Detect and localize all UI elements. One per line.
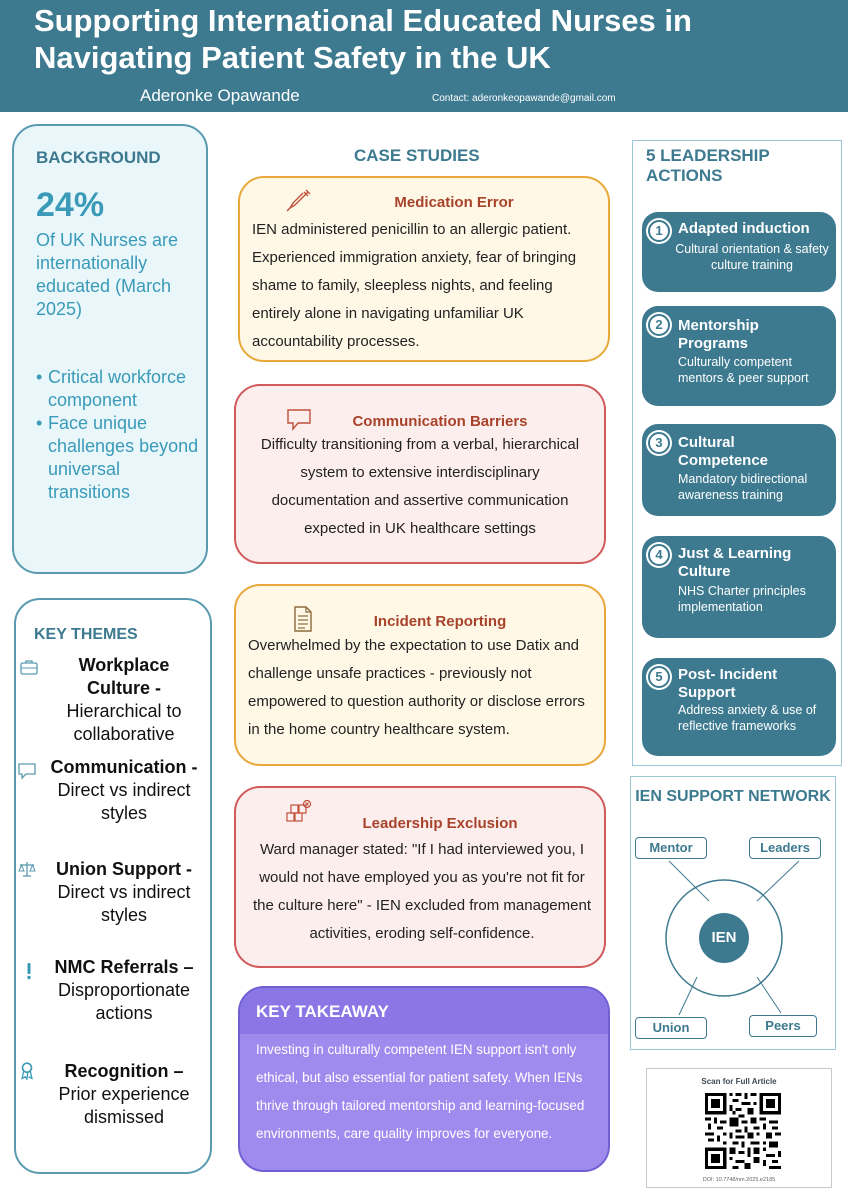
- network-center-node: IEN: [699, 913, 749, 963]
- qr-panel: [646, 1068, 832, 1188]
- theme-desc: Disproportionate actions: [57, 980, 191, 1023]
- action-desc: NHS Charter principles implementation: [678, 584, 806, 614]
- poster-title: Supporting International Educated Nurses in Navigating Patient Safety in the UK: [34, 3, 692, 75]
- background-stat-description: Of UK Nurses are internationally educated (March 2025): [36, 230, 179, 319]
- case-incident-reporting: [234, 584, 606, 766]
- case-body: Overwhelmed by the expectation to use Datix and challenge unsafe practices - previously not empowered to question authority or disclose errors in the home country healthcare system.: [248, 637, 585, 738]
- theme-title: Workplace Culture -: [78, 655, 170, 698]
- network-heading: IEN SUPPORT NETWORK: [635, 788, 831, 805]
- qr-code[interactable]: [704, 1093, 782, 1169]
- speech-bubble-icon: [18, 762, 36, 780]
- case-studies-heading: CASE STUDIES: [354, 146, 480, 165]
- support-network-panel: [630, 776, 836, 1050]
- header-banner: [0, 0, 848, 112]
- action-number: 5: [648, 666, 670, 688]
- briefcase-icon: [20, 658, 38, 676]
- action-card-1: [642, 212, 836, 292]
- exclamation-icon: [20, 962, 38, 980]
- scales-icon: [18, 860, 36, 878]
- action-title: Cultural Competence: [678, 434, 769, 469]
- network-diagram: [631, 777, 837, 1051]
- action-number: 2: [648, 314, 670, 336]
- background-heading: BACKGROUND: [36, 148, 161, 167]
- theme-union-support: [46, 858, 202, 927]
- theme-title: Union Support -: [56, 859, 192, 879]
- background-stat: 24%: [36, 186, 105, 224]
- network-node-mentor: Mentor: [635, 837, 707, 859]
- action-title: Just & Learning Culture: [678, 545, 792, 580]
- case-title: Incident Reporting: [373, 613, 507, 630]
- key-takeaway-panel: [238, 986, 610, 1172]
- takeaway-title: KEY TAKEAWAY: [256, 1002, 389, 1021]
- theme-desc: Direct vs indirect styles: [57, 882, 191, 925]
- action-card-4: [642, 536, 836, 638]
- action-desc: Cultural orientation & safety culture training: [675, 242, 829, 272]
- key-themes-heading: KEY THEMES: [34, 626, 138, 643]
- background-bullet: • Face unique challenges beyond universal transitions: [36, 412, 206, 504]
- case-medication-error: [238, 176, 610, 362]
- action-number: 3: [648, 432, 670, 454]
- case-body: Difficulty transitioning from a verbal, hierarchical system to extensive interdisciplinary documentation and assertive communication expected in UK healthcare settings: [260, 436, 580, 537]
- action-title: Post- Incident Support: [678, 666, 778, 701]
- network-node-leaders: Leaders: [749, 837, 821, 859]
- background-panel: [12, 124, 208, 574]
- action-desc: Mandatory bidirectional awareness training: [678, 472, 808, 502]
- network-node-peers: Peers: [749, 1015, 817, 1037]
- theme-nmc-referrals: [46, 956, 202, 1025]
- case-communication-barriers: [234, 384, 606, 564]
- action-number: 4: [648, 544, 670, 566]
- theme-title: Communication -: [50, 757, 198, 777]
- network-link: [669, 861, 709, 901]
- case-title: Communication Barriers: [352, 413, 528, 430]
- network-node-union: Union: [635, 1017, 707, 1039]
- case-leadership-exclusion: [234, 786, 606, 968]
- action-title: Adapted induction: [678, 220, 810, 237]
- award-ribbon-icon: [18, 1062, 36, 1080]
- background-bullet: • Critical workforce component: [36, 366, 206, 412]
- action-desc: Address anxiety & use of reflective frameworks: [678, 703, 817, 733]
- theme-desc: Prior experience dismissed: [58, 1084, 190, 1127]
- background-bullets: [36, 366, 206, 504]
- case-title: Leadership Exclusion: [362, 815, 518, 832]
- theme-workplace-culture: [46, 654, 202, 746]
- theme-title: NMC Referrals –: [54, 957, 194, 977]
- qr-caption: Scan for Full Article: [701, 1077, 777, 1086]
- action-number: 1: [648, 220, 670, 242]
- takeaway-text: Investing in culturally competent IEN support isn't only ethical, but also essential for patient safety. When IENs thrive through tailored mentorship and learning-focused environments, care quality improves for everyone.: [256, 1042, 585, 1141]
- case-body: Ward manager stated: "If I had interviewed you, I would not have employed you as you're not fit for the culture here" - IEN excluded from management activities, eroding self-confidence.: [253, 841, 591, 942]
- theme-title: Recognition –: [64, 1061, 184, 1081]
- action-title: Mentorship Programs: [678, 317, 759, 352]
- author-name: Aderonke Opawande: [140, 86, 300, 105]
- action-card-3: [642, 424, 836, 516]
- leadership-actions-heading: 5 LEADERSHIP ACTIONS: [646, 146, 770, 185]
- case-body: IEN administered penicillin to an allergic patient. Experienced immigration anxiety, fear of bringing shame to family, sleepless nights, and feeling entirely alone in navigating unfamiliar UK accountability processes.: [252, 221, 577, 350]
- key-themes-panel: [14, 598, 212, 1174]
- action-card-5: [642, 658, 836, 756]
- theme-recognition: [46, 1060, 202, 1129]
- qr-doi[interactable]: DOI: 10.7748/nm.2025.e2185: [702, 1177, 776, 1183]
- case-title: Medication Error: [394, 194, 514, 211]
- theme-communication: [46, 756, 202, 825]
- action-card-2: [642, 306, 836, 406]
- action-desc: Culturally competent mentors & peer support: [678, 355, 809, 385]
- theme-desc: Direct vs indirect styles: [57, 780, 191, 823]
- theme-desc: Hierarchical to collaborative: [66, 701, 182, 744]
- contact-email[interactable]: Contact: aderonkeopawande@gmail.com: [432, 93, 616, 104]
